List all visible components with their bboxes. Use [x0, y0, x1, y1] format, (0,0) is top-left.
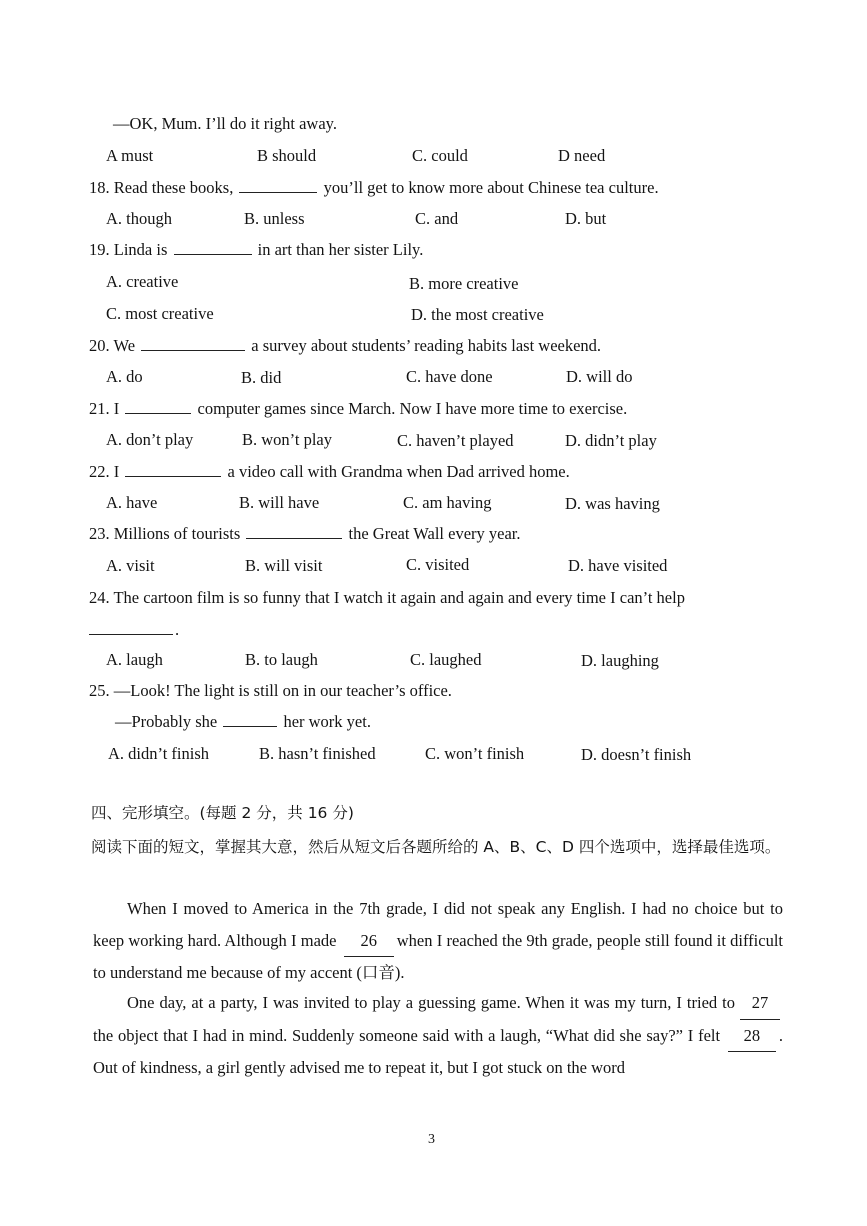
- q24-option-a: A. laugh: [106, 650, 163, 669]
- q18-stem: [89, 178, 659, 198]
- section-heading: 四、完形填空。(每题 2 分，共 16 分): [91, 804, 354, 822]
- q24-blank: [89, 620, 173, 635]
- q23-option-d: D. have visited: [568, 556, 668, 575]
- q19-stem-after: in art than her sister Lily.: [257, 240, 424, 259]
- q18-stem-after: you’ll get to know more about Chinese tea culture.: [323, 178, 659, 197]
- q17-option-c: C. could: [412, 146, 468, 165]
- q19-option-b: B. more creative: [409, 274, 519, 293]
- q22-blank: [125, 462, 221, 477]
- q23-stem: [89, 524, 521, 544]
- q24-stem-after: .: [175, 620, 180, 639]
- q20-blank: [141, 336, 245, 351]
- blank-27: 27: [740, 987, 780, 1020]
- q20-option-c: C. have done: [406, 367, 493, 386]
- q18-option-d: D. but: [565, 209, 607, 228]
- blank-26: 26: [344, 925, 394, 958]
- passage-p2-text-c: . Out of kindness, a girl gently advised me to repeat it, but I got stuck on the word: [93, 1025, 783, 1078]
- blank-28: 28: [728, 1020, 776, 1053]
- q21-stem-after: computer games since March. Now I have more time to exercise.: [197, 399, 628, 418]
- q25-reply: [115, 712, 371, 732]
- q23-stem-before: 23. Millions of tourists: [89, 524, 241, 543]
- q18-option-b: B. unless: [244, 209, 305, 228]
- q21-stem-before: 21. I: [89, 399, 120, 418]
- q21-option-c: C. haven’t played: [397, 431, 514, 450]
- q18-stem-before: 18. Read these books,: [89, 178, 234, 197]
- q24-option-d: D. laughing: [581, 651, 659, 670]
- q22-option-d: D. was having: [565, 494, 660, 513]
- q21-blank: [125, 399, 191, 414]
- q23-blank: [246, 524, 342, 539]
- q25-blank: [223, 712, 277, 727]
- q22-stem-after: a video call with Grandma when Dad arrived home.: [227, 462, 570, 481]
- q23-option-c: C. visited: [406, 555, 470, 574]
- q24-option-c: C. laughed: [410, 650, 482, 669]
- q22-stem: [89, 462, 570, 482]
- passage-paragraph-1: [93, 893, 783, 989]
- q22-stem-before: 22. I: [89, 462, 120, 481]
- q24-option-b: B. to laugh: [245, 650, 318, 669]
- q25-option-a: A. didn’t finish: [108, 744, 209, 763]
- passage-p2-text-a: One day, at a party, I was invited to play a guessing game. When it was my turn, I tried to: [127, 993, 735, 1012]
- q18-option-c: C. and: [415, 209, 459, 228]
- q20-stem-after: a survey about students’ reading habits last weekend.: [251, 336, 602, 355]
- q22-option-c: C. am having: [403, 493, 492, 512]
- q19-blank: [174, 240, 252, 255]
- q24-stem-line1: 24. The cartoon film is so funny that I watch it again and again and every time I can’t help: [89, 588, 685, 607]
- q23-option-b: B. will visit: [245, 556, 323, 575]
- q21-stem: [89, 399, 627, 419]
- q24-stem-line2: [89, 620, 179, 640]
- q19-option-a: A. creative: [106, 272, 179, 291]
- q19-stem-before: 19. Linda is: [89, 240, 168, 259]
- q20-stem-before: 20. We: [89, 336, 136, 355]
- q19-option-c: C. most creative: [106, 304, 214, 323]
- q17-reply: —OK, Mum. I’ll do it right away.: [113, 114, 337, 133]
- q25-option-c: C. won’t finish: [425, 744, 525, 763]
- q20-option-a: A. do: [106, 367, 143, 386]
- passage-paragraph-2: [93, 987, 783, 1084]
- passage-p1-text-a: When I moved to America in the 7th grade, I did not speak any English. I had no choice but to keep working hard. Although I made: [93, 899, 783, 950]
- section-instruction: 阅读下面的短文，掌握其大意，然后从短文后各题所给的 A、B、C、D 四个选项中，选择最佳选项。: [91, 838, 781, 856]
- q17-option-b: B should: [257, 146, 317, 165]
- q19-option-d: D. the most creative: [411, 305, 544, 324]
- q21-option-d: D. didn’t play: [565, 431, 657, 450]
- q22-option-b: B. will have: [239, 493, 320, 512]
- q18-blank: [239, 178, 317, 193]
- q21-option-a: A. don’t play: [106, 430, 194, 449]
- passage-p1-text-b: when I reached the 9th grade, people still found it difficult to understand me because of my accent (口音).: [93, 930, 783, 983]
- q20-stem: [89, 336, 601, 356]
- q21-option-b: B. won’t play: [242, 430, 332, 449]
- q17-option-a: A must: [106, 146, 154, 165]
- q25-option-b: B. hasn’t finished: [259, 744, 376, 763]
- q25-option-d: D. doesn’t finish: [581, 745, 692, 764]
- q18-option-a: A. though: [106, 209, 172, 228]
- passage-p2-text-b: the object that I had in mind. Suddenly someone said with a laugh, “What did she say?” I felt: [93, 1025, 721, 1045]
- q23-option-a: A. visit: [106, 556, 155, 575]
- q25-reply-before: —Probably she: [115, 712, 218, 731]
- page-number: 3: [428, 1132, 435, 1147]
- q17-option-d: D need: [558, 146, 606, 165]
- q25-stem-line1: 25. —Look! The light is still on in our teacher’s office.: [89, 681, 452, 700]
- q19-stem: [89, 240, 423, 260]
- q22-option-a: A. have: [106, 493, 158, 512]
- q20-option-d: D. will do: [566, 367, 633, 386]
- q20-option-b: B. did: [241, 368, 282, 387]
- q23-stem-after: the Great Wall every year.: [348, 524, 521, 543]
- q25-reply-after: her work yet.: [283, 712, 371, 731]
